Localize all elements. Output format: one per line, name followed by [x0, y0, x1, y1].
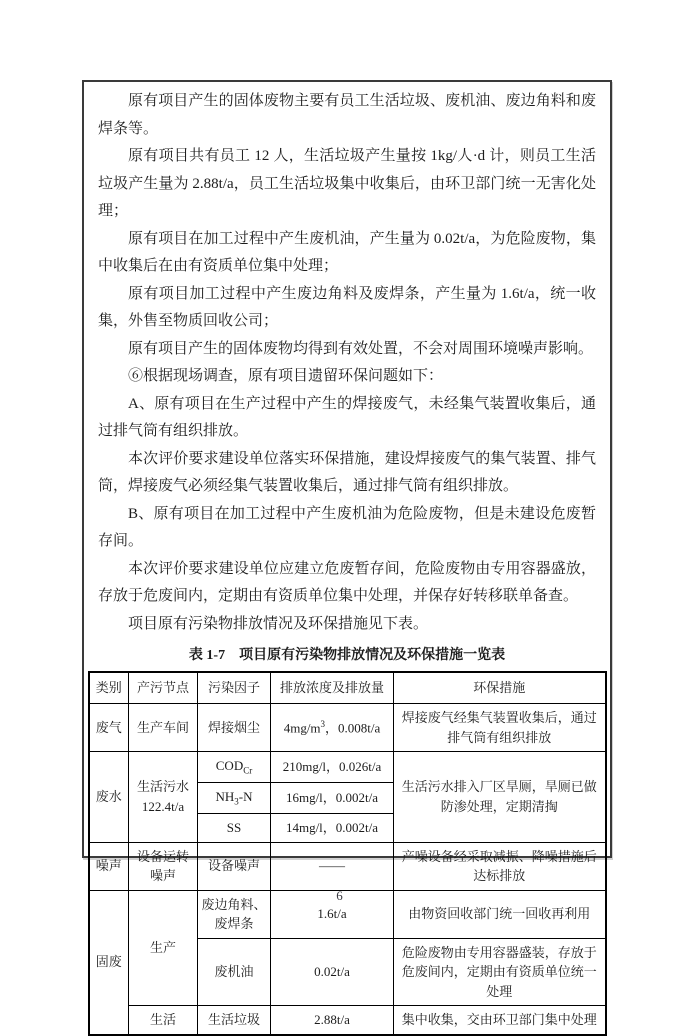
table-cell: 生产车间 — [129, 704, 198, 752]
table-cell: 生活垃圾 — [198, 1006, 271, 1035]
paragraph-8: 本次评价要求建设单位落实环保措施，建设焊接废气的集气装置、排气筒，焊接废气必须经集气装置收集后，通过排气筒有组织排放。 — [98, 450, 596, 494]
paragraph-3: 原有项目在加工过程中产生废机油，产生量为 0.02t/a，为危险废物，集中收集后在由有资质单位集中处理； — [98, 230, 596, 274]
document-page-border — [82, 80, 612, 1028]
table-cell: 16mg/l，0.002t/a — [271, 783, 394, 814]
paragraph-4: 原有项目加工过程中产生废边角料及废焊条，产生量为 1.6t/a，统一收集，外售至物质回收公司； — [98, 285, 596, 329]
table-cell: 产噪设备经采取减振、降噪措施后达标排放 — [394, 842, 606, 890]
table-cell: SS — [198, 814, 271, 843]
paragraph-11: 项目原有污染物排放情况及环保措施见下表。 — [128, 615, 429, 632]
table-cell: $NH_3-N$ — [198, 783, 271, 814]
body-text-block — [84, 82, 610, 638]
table-header-cell: 类别 — [89, 672, 129, 704]
table-header-cell: 排放浓度及排放量 — [271, 672, 394, 704]
table-cell: —— — [271, 842, 394, 890]
table-cell: 危险废物由专用容器盛装，存放于危废间内，定期由有资质单位统一处理 — [394, 938, 606, 1006]
table-header-cell: 环保措施 — [394, 672, 606, 704]
paragraph-9: B、原有项目在加工过程中产生废机油为危险废物，但是未建设危废暂存间。 — [98, 505, 596, 549]
paragraph-2: 原有项目共有员工 12 人，生活垃圾产生量按 1kg/人·d 计，则员工生活垃圾产生量为 2.88t/a，员工生活垃圾集中收集后，由环卫部门统一无害化处理； — [98, 148, 596, 219]
table-row-1 — [89, 704, 606, 752]
table-row-5 — [89, 842, 606, 890]
table-cell: 14mg/l，0.002t/a — [271, 814, 394, 843]
table-cell: 废机油 — [198, 938, 271, 1006]
table-cell: 焊接废气经集气装置收集后，通过排气筒有组织排放 — [394, 704, 606, 752]
table-title: 表 1-7 项目原有污染物排放情况及环保措施一览表 — [188, 648, 506, 663]
table-cell: 集中收集，交由环卫部门集中处理 — [394, 1006, 606, 1035]
table-cell: $4mg/m^3$，0.008t/a — [271, 704, 394, 752]
table-cell: 210mg/l，0.026t/a — [271, 752, 394, 783]
table-cell: 2.88t/a — [271, 1006, 394, 1035]
table-cell: 生活 — [129, 1006, 198, 1035]
table-row-2 — [89, 752, 606, 783]
page-number: 6 — [336, 888, 343, 903]
table-cell: 由物资回收部门统一回收再利用 — [394, 890, 606, 938]
table-header-row — [89, 672, 606, 704]
table-cell: 废边角料、 废焊条 — [198, 890, 271, 938]
table-cell: 设备运转 噪声 — [129, 842, 198, 890]
paragraph-10: 本次评价要求建设单位应建立危废暂存间，危险废物由专用容器盛放，存放于危废间内，定期由有资质单位集中处理，并保存好转移联单备查。 — [98, 560, 596, 604]
paragraph-7: A、原有项目在生产过程中产生的焊接废气，未经集气装置收集后，通过排气筒有组织排放。 — [98, 395, 596, 439]
table-cell: 生活污水排入厂区旱厕，旱厕已做防渗处理，定期清掏 — [394, 752, 606, 843]
table-row-8 — [89, 1006, 606, 1035]
pollution-summary-table — [88, 671, 607, 1036]
table-cell: 生产 — [129, 890, 198, 1006]
table-cell: 1.6t/a — [271, 890, 394, 938]
table-header-cell: 产污节点 — [129, 672, 198, 704]
table-cell: 生活污水 122.4t/a — [129, 752, 198, 843]
paragraph-6: ⑥根据现场调查，原有项目遗留环保问题如下： — [128, 368, 444, 384]
paragraph-1: 原有项目产生的固体废物主要有员工生活垃圾、废机油、废边角料和废焊条等。 — [98, 93, 596, 137]
table-cell: 废气 — [89, 704, 129, 752]
table-cell: 废水 — [89, 752, 129, 843]
table-cell: 焊接烟尘 — [198, 704, 271, 752]
paragraph-5: 原有项目产生的固体废物均得到有效处置，不会对周围环境噪声影响。 — [128, 340, 594, 357]
table-cell: 固废 — [89, 890, 129, 1035]
table-cell: 设备噪声 — [198, 842, 271, 890]
table-cell: 0.02t/a — [271, 938, 394, 1006]
table-header-cell: 污染因子 — [198, 672, 271, 704]
table-cell: 噪声 — [89, 842, 129, 890]
table-cell: $COD_{Cr}$ — [198, 752, 271, 783]
